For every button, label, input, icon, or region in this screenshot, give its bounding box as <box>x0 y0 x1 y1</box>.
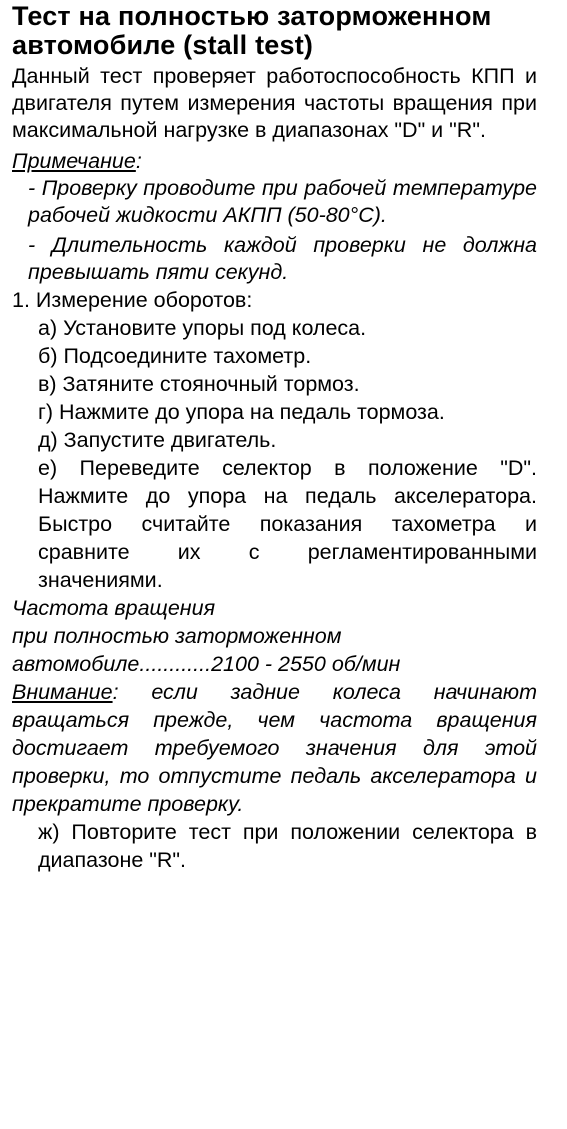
note-heading <box>12 148 537 175</box>
spec-line: Частота вращения <box>12 596 216 620</box>
final-substep: ж) Повторите тест при положении селектора в диапазоне "R". <box>38 820 537 872</box>
step-heading: 1. Измерение оборотов: <box>12 288 253 312</box>
substep: в) Затяните стояночный тормоз. <box>38 372 360 396</box>
page-title: Тест на полностью заторможенном автомобиле (stall test) <box>12 1 492 60</box>
note-label: Примечание <box>12 149 136 173</box>
substep: б) Подсоедините тахометр. <box>38 344 312 368</box>
intro-paragraph: Данный тест проверяет работоспособность КПП и двигателя путем измерения частоты вращения при максимальной нагрузке в диапазонах "D" и "R". <box>12 64 537 142</box>
substep: е) Переведите селектор в положение "D". Нажмите до упора на педаль акселератора. Быстро считайте показания тахометра и сравните их с регламентированными значениями. <box>38 456 537 592</box>
substep: г) Нажмите до упора на педаль тормоза. <box>38 400 445 424</box>
document-page <box>12 2 537 874</box>
spec-line: автомобиле............2100 - 2550 об/мин <box>12 652 401 676</box>
note-item: - Длительность каждой проверки не должна превышать пяти секунд. <box>28 233 537 284</box>
note-item: - Проверку проводите при рабочей температуре рабочей жидкости АКПП (50-80°С). <box>28 176 537 227</box>
warning-label: Внимание <box>12 680 113 704</box>
spec-line: при полностью заторможенном <box>12 624 342 648</box>
substep: д) Запустите двигатель. <box>38 428 277 452</box>
warning-text: : если задние колеса начинают вращаться прежде, чем частота вращения достигает требуемого значения для этой проверки, то отпустите педаль акселератора и прекратите проверку. <box>12 680 537 816</box>
warning-paragraph <box>12 678 537 818</box>
note-colon: : <box>135 149 142 173</box>
substep: а) Установите упоры под колеса. <box>38 316 367 340</box>
spec-block <box>12 594 537 678</box>
